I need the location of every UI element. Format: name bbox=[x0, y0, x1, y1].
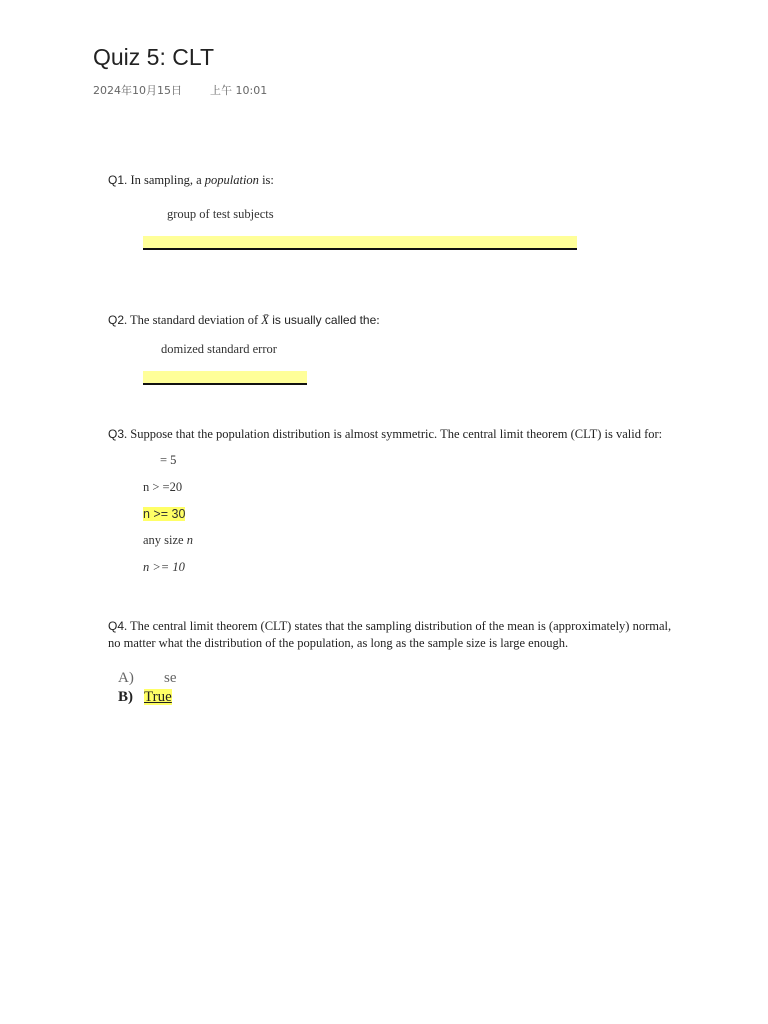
question-2-answer-blank[interactable] bbox=[143, 371, 307, 385]
question-1-number: Q1. bbox=[108, 173, 128, 187]
question-4-line2: no matter what the distribution of the population, as long as the sample size is large enough. bbox=[108, 636, 569, 650]
question-3-text: . Suppose that the population distribution is almost symmetric. The central limit theorem (CLT) is valid for: bbox=[124, 427, 663, 441]
question-2-text-post: is usually called the bbox=[268, 313, 377, 327]
question-2-answer: domized standard error bbox=[161, 342, 277, 356]
question-3-option-4[interactable] bbox=[143, 533, 193, 548]
question-4-number: Q4 bbox=[108, 619, 125, 633]
question-4-option-a-label: A) bbox=[118, 670, 134, 686]
question-4-text-line1: . The central limit theorem (CLT) states that the sampling distribution of the mean is (approximately) normal, bbox=[124, 619, 672, 633]
question-4 bbox=[108, 618, 671, 635]
question-3-option-2[interactable]: n > =20 bbox=[143, 480, 183, 494]
question-2-text-pre: . The standard deviation of bbox=[124, 313, 262, 327]
question-3-option-1[interactable]: = 5 bbox=[160, 453, 177, 467]
question-3-option-5[interactable]: n >= 10 bbox=[143, 560, 185, 574]
question-2-number: Q2 bbox=[108, 313, 125, 327]
question-3 bbox=[108, 426, 662, 443]
question-3-option-4-em: n bbox=[186, 533, 193, 547]
question-2-colon: : bbox=[376, 313, 380, 327]
page-date: 2024年10月15日 bbox=[93, 84, 182, 97]
question-1-text-post: is: bbox=[258, 173, 274, 187]
question-3-number: Q3 bbox=[108, 427, 125, 441]
question-4-option-b-label: B) bbox=[118, 689, 133, 705]
question-2-symbol: X̄ bbox=[261, 313, 269, 327]
question-1-text-em: population bbox=[204, 173, 259, 187]
question-3-option-3[interactable] bbox=[143, 507, 185, 521]
question-4-option-a-value: se bbox=[164, 670, 177, 686]
question-3-option-3-highlight: n >= 30 bbox=[143, 507, 186, 521]
question-3-option-4-text: any size bbox=[143, 533, 187, 547]
question-1-answer: group of test subjects bbox=[167, 207, 274, 221]
question-1-text-pre: In sampling, a bbox=[127, 173, 205, 187]
question-1 bbox=[108, 172, 274, 189]
question-4-option-b[interactable] bbox=[118, 689, 172, 706]
question-4-option-b-value: True bbox=[144, 689, 172, 705]
question-2 bbox=[108, 312, 380, 329]
question-4-option-a[interactable] bbox=[118, 670, 177, 687]
question-1-answer-blank[interactable] bbox=[143, 236, 577, 250]
page-time: 上午 10:01 bbox=[210, 84, 268, 97]
page-title: Quiz 5: CLT bbox=[93, 44, 214, 70]
